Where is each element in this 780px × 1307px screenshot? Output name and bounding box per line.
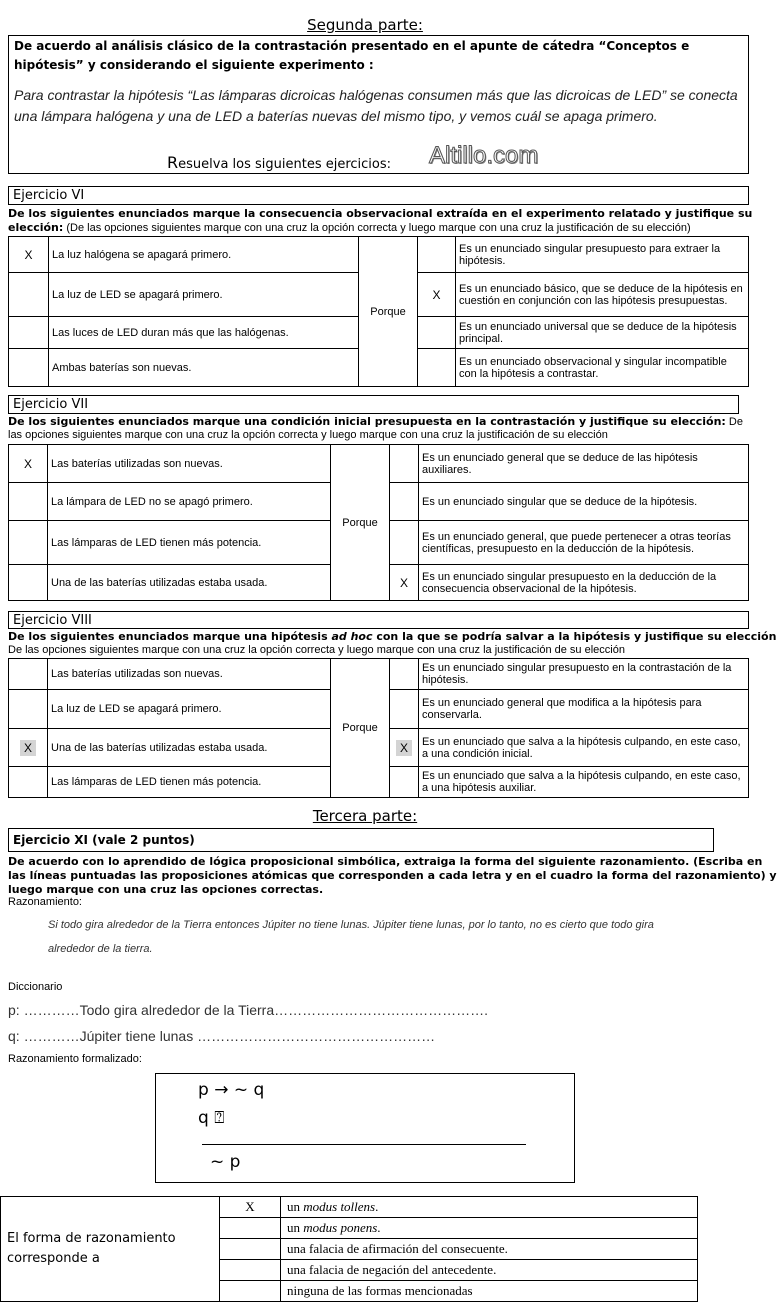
justification-text: Es un enunciado que salva a la hipótesis culpando, en este caso, a una hipótesis auxiliar. (419, 767, 749, 798)
option-checkbox[interactable] (9, 273, 49, 317)
ex7-heading: Ejercicio VII (8, 395, 739, 414)
ex6-instructions (8, 207, 780, 235)
diccionario-label: Diccionario (8, 981, 63, 993)
razonamiento-label: Razonamiento: (8, 896, 82, 908)
form-option-em: modus tollens (303, 1199, 376, 1214)
form-option-pre: una falacia de negación del antecedente. (287, 1262, 497, 1277)
table-row (9, 659, 749, 690)
form-option-pre: ninguna de las formas mencionadas (287, 1283, 473, 1298)
razonamiento-text-2: alrededor de la tierra. (48, 943, 153, 955)
justification-checkbox[interactable] (390, 729, 419, 767)
porque-label: Porque (359, 237, 418, 387)
option-text: Las baterías utilizadas son nuevas. (48, 659, 331, 690)
option-checkbox[interactable] (9, 349, 49, 387)
form-options-table (0, 1196, 698, 1302)
razonamiento-text-1: Si todo gira alrededor de la Tierra entonces Júpiter no tiene lunas. Júpiter tiene lunas, por lo tanto, no es cierto que todo gira (48, 919, 654, 931)
resolve-cap: R (167, 153, 179, 172)
ex7-instr-line2: las opciones siguientes marque con una cruz la opción correcta y luego marque con una cruz la justificación de su elección (8, 429, 608, 441)
ex8-instr-adhoc: ad hoc (331, 630, 373, 643)
premise-1: p → ~ q (198, 1080, 265, 1100)
option-text: La luz de LED se apagará primero. (48, 690, 331, 729)
option-checkbox[interactable] (9, 317, 49, 349)
form-option-checkbox[interactable] (220, 1239, 281, 1260)
resolve-rest: esuelva los siguientes ejercicios: (178, 157, 392, 172)
justification-checkbox[interactable] (390, 767, 419, 798)
form-option-text (281, 1260, 698, 1281)
resolve-heading (167, 153, 391, 172)
justification-text: Es un enunciado general que modifica a la hipótesis para conservarla. (419, 690, 749, 729)
option-mark-shaded: X (20, 740, 36, 756)
justification-checkbox[interactable] (390, 445, 419, 483)
justification-checkbox[interactable] (418, 317, 456, 349)
form-option-text (281, 1197, 698, 1218)
part3-title: Tercera parte: (312, 807, 418, 825)
premise-2: q ⍰ (198, 1108, 225, 1128)
form-option-em: modus ponens (303, 1220, 378, 1235)
ex8-instr-bold (8, 630, 776, 643)
form-option-checkbox[interactable]: X (220, 1197, 281, 1218)
intro-hypothesis-text: Para contrastar la hipótesis “Las lámparas dicroicas halógenas consumen más que las dicroicas de LED” se conecta una lámpara halógena y una de LED a baterías nuevas del mismo tipo, y vemos cuál se apaga primero. (14, 87, 738, 124)
justification-checkbox[interactable] (418, 349, 456, 387)
part2-title: Segunda parte: (307, 16, 423, 34)
intro-bold-text: De acuerdo al análisis clásico de la contrastación presentado en el apunte de cátedra “Conceptos e hipótesis” y considerando el siguiente experimento : (14, 39, 690, 72)
justification-text: Es un enunciado general, que puede pertenecer a otras teorías científicas, presupuesto en la deducción de la hipótesis. (419, 521, 749, 565)
ex8-instr-bold-b: con la que se podría salvar a la hipótesis y justifique su elección (372, 630, 777, 643)
form-label: El forma de razonamiento corresponde a (1, 1197, 220, 1302)
justification-text: Es un enunciado que salva a la hipótesis culpando, en este caso, a una condición inicial. (419, 729, 749, 767)
form-option-pre: un (287, 1199, 304, 1214)
justification-checkbox[interactable] (390, 521, 419, 565)
option-checkbox[interactable]: X (9, 445, 48, 483)
ex8-table (8, 658, 749, 798)
form-option-text (281, 1281, 698, 1302)
ex6-heading: Ejercicio VI (8, 186, 749, 205)
option-text: Las lámparas de LED tienen más potencia. (48, 767, 331, 798)
form-option-checkbox[interactable] (220, 1218, 281, 1239)
option-text: La luz de LED se apagará primero. (49, 273, 359, 317)
ex6-instr-normal: (De las opciones siguientes marque con una cruz la opción correcta y luego marque con una cruz la justificación de su elección) (63, 222, 691, 234)
formalization-box[interactable] (155, 1073, 575, 1183)
option-checkbox[interactable] (9, 659, 48, 690)
ex11-instructions: De acuerdo con lo aprendido de lógica proposicional simbólica, extraiga la forma del siguiente razonamiento. (Escriba en las líneas puntuadas las proposiciones atómicas que corresponden a cada letra y en el cuadro la forma del razonamiento) y luego marque con una cruz las opciones correctas. (8, 855, 777, 896)
ex6-table (8, 236, 749, 387)
ex8-instr-bold-a: De los siguientes enunciados marque una hipótesis (8, 630, 332, 643)
ex7-table (8, 444, 749, 601)
intro-box (8, 35, 749, 174)
option-checkbox[interactable] (9, 767, 48, 798)
form-option-pre: un (287, 1220, 304, 1235)
option-checkbox[interactable] (9, 565, 48, 601)
brand-logo: Altillo.com (429, 142, 539, 169)
option-checkbox[interactable]: X (9, 237, 49, 273)
justification-checkbox[interactable] (418, 237, 456, 273)
justification-text: Es un enunciado singular que se deduce de la hipótesis. (419, 483, 749, 521)
justification-checkbox[interactable] (390, 659, 419, 690)
option-text: Las luces de LED duran más que las halógenas. (49, 317, 359, 349)
justification-checkbox[interactable] (390, 690, 419, 729)
table-row (9, 445, 749, 483)
justification-checkbox[interactable]: X (418, 273, 456, 317)
ex8-heading: Ejercicio VIII (8, 611, 749, 629)
justification-mark-shaded: X (396, 740, 412, 756)
justification-text: Es un enunciado general que se deduce de las hipótesis auxiliares. (419, 445, 749, 483)
form-option-text (281, 1218, 698, 1239)
porque-label: Porque (331, 659, 390, 798)
formalizado-label: Razonamiento formalizado: (8, 1053, 142, 1065)
form-option-checkbox[interactable] (220, 1260, 281, 1281)
conclusion-divider (202, 1144, 526, 1145)
ex8-instr-line2: De las opciones siguientes marque con una cruz la opción correcta y luego marque con una cruz la justificación de su elección (8, 644, 625, 656)
justification-text: Es un enunciado singular presupuesto para extraer la hipótesis. (456, 237, 749, 273)
justification-text: Es un enunciado singular presupuesto en la deducción de la consecuencia observacional de la hipótesis. (419, 565, 749, 601)
ex7-instr-bold: De los siguientes enunciados marque una condición inicial presupuesta en la contrastación y justifique su elección: (8, 415, 726, 428)
option-text: Ambas baterías son nuevas. (49, 349, 359, 387)
option-checkbox[interactable] (9, 483, 48, 521)
justification-text: Es un enunciado básico, que se deduce de la hipótesis en cuestión en conjunción con las hipótesis presupuestas. (456, 273, 749, 317)
option-text: Una de las baterías utilizadas estaba usada. (48, 729, 331, 767)
option-checkbox[interactable] (9, 729, 48, 767)
ex11-heading: Ejercicio XI (vale 2 puntos) (8, 828, 714, 852)
option-text: La lámpara de LED no se apagó primero. (48, 483, 331, 521)
option-checkbox[interactable] (9, 521, 48, 565)
justification-checkbox[interactable] (390, 483, 419, 521)
dictionary-p-line[interactable]: p: …………Todo gira alrededor de la Tierra………………………………………. (8, 1002, 489, 1018)
form-option-post: . (377, 1220, 381, 1235)
form-option-text (281, 1239, 698, 1260)
option-text: Las lámparas de LED tienen más potencia. (48, 521, 331, 565)
option-checkbox[interactable] (9, 690, 48, 729)
ex7-instructions (8, 415, 780, 442)
porque-label: Porque (331, 445, 390, 601)
form-option-post: . (375, 1199, 379, 1214)
table-row (1, 1197, 698, 1218)
option-text: Las baterías utilizadas son nuevas. (48, 445, 331, 483)
option-text: La luz halógena se apagará primero. (49, 237, 359, 273)
form-option-pre: una falacia de afirmación del consecuente. (287, 1241, 508, 1256)
option-text: Una de las baterías utilizadas estaba usada. (48, 565, 331, 601)
dictionary-q-line[interactable]: q: …………Júpiter tiene lunas …………………………………………… (8, 1028, 436, 1044)
table-row (9, 237, 749, 273)
justification-text: Es un enunciado observacional y singular incompatible con la hipótesis a contrastar. (456, 349, 749, 387)
justification-checkbox[interactable]: X (390, 565, 419, 601)
form-option-checkbox[interactable] (220, 1281, 281, 1302)
ex7-instr-tail: De (725, 416, 743, 428)
ex6-instr-bold: De los siguientes enunciados marque la consecuencia observacional extraída en el experimento relatado y justifique su elección: (8, 207, 753, 234)
conclusion: ~ p (210, 1152, 241, 1172)
ex8-instructions (8, 630, 780, 657)
justification-text: Es un enunciado universal que se deduce de la hipótesis principal. (456, 317, 749, 349)
justification-text: Es un enunciado singular presupuesto en la contrastación de la hipótesis. (419, 659, 749, 690)
